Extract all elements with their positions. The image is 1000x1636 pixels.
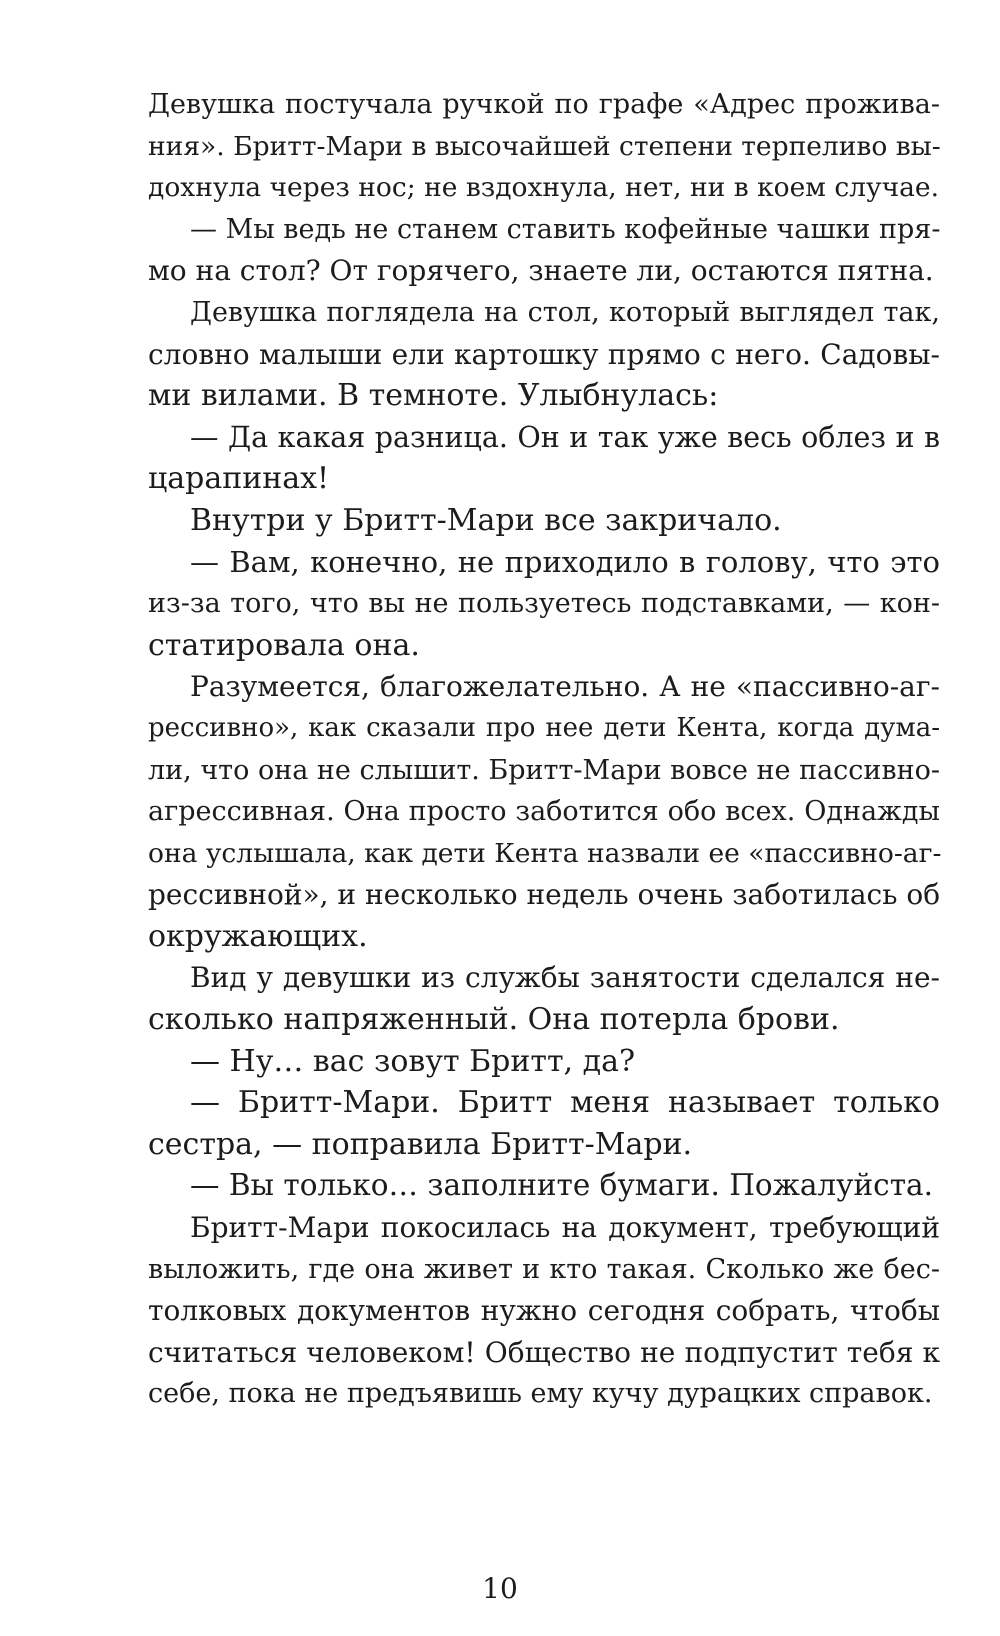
text-line: — Да какая разница. Он и так уже весь облез и в xyxy=(190,420,940,454)
text-line: окружающих. xyxy=(148,918,368,954)
text-line: мо на стол? От горячего, знаете ли, остаются пятна. xyxy=(148,254,934,288)
text-line: — Вам, конечно, не приходило в голову, что это xyxy=(190,544,940,579)
text-line: считаться человеком! Общество не подпустит тебя к xyxy=(148,1335,940,1369)
page-body-text xyxy=(148,84,940,1415)
text-line: ли, что она не слышит. Бритт-Мари вовсе не пассивно- xyxy=(148,754,940,786)
text-line: себе, пока не предъявишь ему кучу дурацких справок. xyxy=(148,1378,933,1410)
page-number: 10 xyxy=(482,1572,518,1605)
text-line: Разумеется, благожелательно. А не «пассивно-аг- xyxy=(190,670,940,704)
text-line: дохнула через нос; не вздохнула, нет, ни в коем случае. xyxy=(148,172,940,204)
text-line: Внутри у Бритт-Мари все закричало. xyxy=(190,502,782,538)
text-line: словно малыши ели картошку прямо с него. Садовы- xyxy=(148,337,940,371)
text-line: Вид у девушки из службы занятости сделался не- xyxy=(190,961,940,995)
text-line: Бритт-Мари покосилась на документ, требующий xyxy=(190,1211,940,1245)
text-line: она услышала, как дети Кента назвали ее «пассивно-аг- xyxy=(148,837,942,869)
text-line: рессивной», и несколько недель очень заботилась об xyxy=(148,878,941,912)
text-line: — Ну… вас зовут Бритт, да? xyxy=(190,1043,636,1079)
text-line: — Мы ведь не станем ставить кофейные чашки пря- xyxy=(190,213,941,245)
text-line: рессивно», как сказали про нее дети Кента, когда дума- xyxy=(148,712,940,743)
text-line: ми вилами. В темноте. Улыбнулась: xyxy=(148,378,719,414)
text-line: царапинах! xyxy=(148,461,330,497)
text-line: ния». Бритт-Мари в высочайшей степени терпеливо вы- xyxy=(148,130,941,162)
text-line: сестра, — поправила Бритт-Мари. xyxy=(148,1126,693,1162)
text-line: сколько напряженный. Она потерла брови. xyxy=(148,1002,840,1038)
text-line: выложить, где она живет и кто такая. Сколько же бес- xyxy=(148,1253,940,1285)
text-line: статировала она. xyxy=(148,627,420,663)
text-line: агрессивная. Она просто заботится обо всех. Однажды xyxy=(148,796,940,828)
text-line: — Бритт-Мари. Бритт меня называет только xyxy=(190,1085,940,1121)
text-line: Девушка поглядела на стол, который выглядел так, xyxy=(190,296,940,328)
text-line: Девушка постучала ручкой по графе «Адрес прожива- xyxy=(148,89,940,120)
text-line: толковых документов нужно сегодня собрать, чтобы xyxy=(148,1294,940,1328)
text-line: из-за того, что вы не пользуетесь подставками, — кон- xyxy=(148,588,940,620)
text-line: — Вы только… заполните бумаги. Пожалуйста. xyxy=(190,1168,933,1203)
